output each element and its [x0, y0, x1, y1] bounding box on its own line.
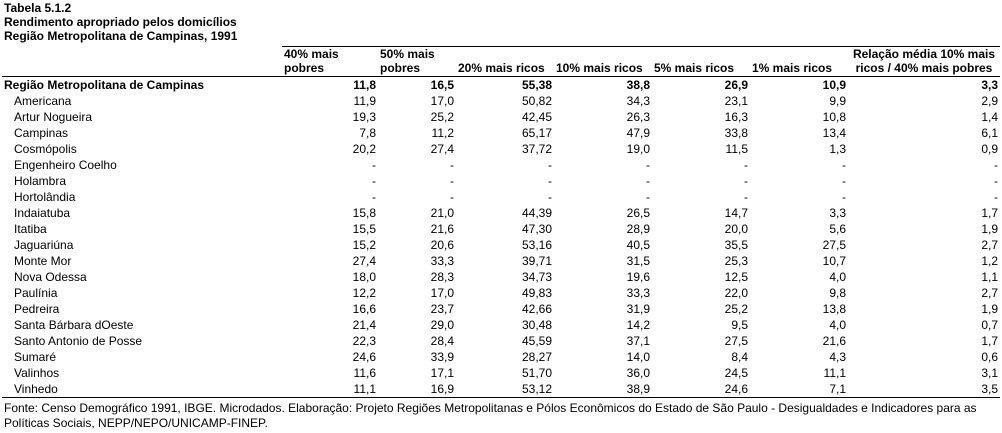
- value-cell: 1,2: [981, 254, 998, 268]
- municipality-cell: Itatiba: [14, 222, 47, 236]
- value-cell: 50,82: [521, 94, 552, 108]
- value-cell: 3,3: [981, 78, 998, 92]
- value-cell: -: [450, 190, 454, 204]
- value-cell: 33,3: [430, 254, 454, 268]
- value-cell: 40,5: [626, 238, 650, 252]
- table-row: [2, 141, 1000, 157]
- value-cell: 65,17: [521, 126, 552, 140]
- value-cell: 1,4: [981, 110, 998, 124]
- value-cell: -: [548, 190, 552, 204]
- municipality-cell: Engenheiro Coelho: [14, 158, 117, 172]
- value-cell: 24,6: [352, 350, 376, 364]
- income-table: [2, 46, 1000, 398]
- value-cell: 5,6: [829, 222, 846, 236]
- value-cell: -: [548, 174, 552, 188]
- value-cell: 55,38: [521, 78, 552, 92]
- value-cell: -: [646, 174, 650, 188]
- value-cell: 2,9: [981, 94, 998, 108]
- value-cell: 27,4: [352, 254, 376, 268]
- municipality-cell: Americana: [14, 94, 72, 108]
- value-cell: -: [744, 190, 748, 204]
- value-cell: 30,48: [521, 318, 552, 332]
- table-region-year: Região Metropolitana de Campinas, 1991: [4, 29, 238, 43]
- value-cell: 21,4: [352, 318, 376, 332]
- value-cell: -: [646, 158, 650, 172]
- value-cell: 15,8: [352, 206, 376, 220]
- value-cell: 12,2: [352, 286, 376, 300]
- header-cell: 50% mais pobres: [378, 47, 456, 77]
- table-header-row: [2, 47, 1000, 77]
- municipality-cell: Artur Nogueira: [14, 110, 93, 124]
- value-cell: 10,8: [822, 110, 846, 124]
- value-cell: 7,1: [750, 381, 848, 398]
- value-cell: 3,3: [829, 206, 846, 220]
- source-note: Fonte: Censo Demográfico 1991, IBGE. Microdados. Elaboração: Projeto Regiões Metropolitanas e Pólos Econômicos do Estado de São Paulo - Desigualdades e Indicadores para as Políticas Sociais, NEPP/NEPO/UNICAMP-FINEP.: [4, 401, 977, 430]
- value-cell: 17,0: [430, 286, 454, 300]
- value-cell: 1,7: [981, 206, 998, 220]
- value-cell: 14,2: [626, 318, 650, 332]
- value-cell: 4,0: [829, 270, 846, 284]
- value-cell: 34,3: [626, 94, 650, 108]
- value-cell: 11,5: [725, 142, 748, 156]
- municipality-cell: Indaiatuba: [14, 206, 71, 220]
- table-body: [2, 77, 1000, 398]
- value-cell: 16,3: [724, 110, 748, 124]
- header-cell: 1% mais ricos: [750, 47, 848, 77]
- value-cell: 38,9: [554, 381, 652, 398]
- value-cell: 35,5: [724, 238, 748, 252]
- value-cell: 51,70: [521, 366, 552, 380]
- value-cell: 15,5: [352, 222, 376, 236]
- value-cell: 19,6: [626, 270, 650, 284]
- table-row: [2, 173, 1000, 189]
- value-cell: 21,0: [430, 206, 454, 220]
- value-cell: 47,9: [626, 126, 650, 140]
- table-row: [2, 317, 1000, 333]
- municipality-cell: Vinhedo: [2, 381, 282, 398]
- header-cell-name: [2, 47, 282, 77]
- municipality-cell: Nova Odessa: [14, 270, 87, 284]
- value-cell: -: [744, 158, 748, 172]
- value-cell: 1,9: [981, 222, 998, 236]
- value-cell: -: [372, 190, 376, 204]
- value-cell: -: [372, 174, 376, 188]
- value-cell: 53,12: [456, 381, 554, 398]
- municipality-cell: Monte Mor: [14, 254, 72, 268]
- value-cell: 8,4: [731, 350, 748, 364]
- value-cell: 20,6: [430, 238, 454, 252]
- value-cell: 2,7: [981, 286, 998, 300]
- value-cell: 14,7: [724, 206, 748, 220]
- value-cell: 19,0: [626, 142, 650, 156]
- value-cell: 22,3: [352, 334, 376, 348]
- value-cell: -: [646, 190, 650, 204]
- table-row: [2, 381, 1000, 398]
- table-row: [2, 349, 1000, 365]
- value-cell: 10,9: [822, 78, 846, 92]
- value-cell: 0,9: [981, 142, 998, 156]
- value-cell: 49,83: [521, 286, 552, 300]
- table-subject: Rendimento apropriado pelos domicílios: [4, 15, 237, 29]
- municipality-cell: Paulínia: [14, 286, 58, 300]
- value-cell: 27,4: [430, 142, 454, 156]
- header-cell: 20% mais ricos: [456, 47, 554, 77]
- value-cell: 26,3: [626, 110, 650, 124]
- value-cell: 0,7: [981, 318, 998, 332]
- table-row: [2, 333, 1000, 349]
- value-cell: 24,5: [724, 366, 748, 380]
- municipality-cell: Pedreira: [14, 302, 60, 316]
- table-row: [2, 301, 1000, 317]
- value-cell: 42,45: [521, 110, 552, 124]
- value-cell: 4,0: [829, 318, 846, 332]
- value-cell: 37,72: [521, 142, 552, 156]
- table-row: [2, 237, 1000, 253]
- value-cell: -: [450, 158, 454, 172]
- header-cell: Relação média 10% mais ricos / 40% mais pobres: [848, 47, 1000, 77]
- value-cell: -: [842, 190, 846, 204]
- table-row: [2, 205, 1000, 221]
- value-cell: 11,9: [353, 94, 376, 108]
- value-cell: 13,4: [822, 126, 846, 140]
- value-cell: 28,4: [430, 334, 454, 348]
- value-cell: 34,73: [521, 270, 552, 284]
- value-cell: -: [372, 158, 376, 172]
- municipality-cell: Valinhos: [14, 366, 60, 380]
- table-row: [2, 125, 1000, 141]
- value-cell: 11,6: [353, 366, 376, 380]
- value-cell: 1,1: [981, 270, 998, 284]
- value-cell: 28,27: [521, 350, 552, 364]
- municipality-cell: Hortolândia: [14, 190, 76, 204]
- municipality-cell: Sumaré: [14, 350, 57, 364]
- table-row: [2, 269, 1000, 285]
- value-cell: 0,6: [981, 350, 998, 364]
- value-cell: 6,1: [981, 126, 998, 140]
- total-row: [2, 77, 1000, 94]
- value-cell: -: [994, 190, 998, 204]
- value-cell: 38,8: [626, 78, 650, 92]
- value-cell: 25,2: [724, 302, 748, 316]
- value-cell: -: [450, 174, 454, 188]
- value-cell: 13,8: [822, 302, 846, 316]
- value-cell: 36,0: [626, 366, 650, 380]
- header-cell: 5% mais ricos: [652, 47, 750, 77]
- table-row: [2, 365, 1000, 381]
- table-row: [2, 189, 1000, 205]
- municipality-cell: Holambra: [14, 174, 67, 188]
- value-cell: 11,2: [431, 126, 454, 140]
- value-cell: 23,1: [724, 94, 748, 108]
- value-cell: 3,5: [848, 381, 1000, 398]
- table-row: [2, 285, 1000, 301]
- municipality-cell: Santo Antonio de Posse: [14, 334, 143, 348]
- value-cell: 12,5: [724, 270, 748, 284]
- header-cell: 40% mais pobres: [282, 47, 378, 77]
- value-cell: 14,0: [626, 350, 650, 364]
- value-cell: -: [548, 158, 552, 172]
- value-cell: 31,9: [626, 302, 650, 316]
- value-cell: 21,6: [822, 334, 846, 348]
- value-cell: 17,1: [430, 366, 454, 380]
- value-cell: 1,7: [981, 334, 998, 348]
- value-cell: 31,5: [626, 254, 650, 268]
- value-cell: 33,9: [430, 350, 454, 364]
- value-cell: 7,8: [359, 126, 376, 140]
- value-cell: 16,5: [430, 78, 454, 92]
- value-cell: 2,7: [981, 238, 998, 252]
- value-cell: -: [744, 174, 748, 188]
- table-row: [2, 253, 1000, 269]
- value-cell: 16,6: [352, 302, 376, 316]
- value-cell: -: [994, 158, 998, 172]
- value-cell: 11,1: [823, 366, 846, 380]
- value-cell: 22,0: [724, 286, 748, 300]
- table-row: [2, 109, 1000, 125]
- value-cell: 9,9: [829, 94, 846, 108]
- value-cell: 45,59: [521, 334, 552, 348]
- value-cell: 29,0: [430, 318, 454, 332]
- header-cell: 10% mais ricos: [554, 47, 652, 77]
- value-cell: 28,9: [626, 222, 650, 236]
- value-cell: 27,5: [822, 238, 846, 252]
- table-row: [2, 157, 1000, 173]
- value-cell: 11,8: [353, 78, 376, 92]
- value-cell: 20,0: [724, 222, 748, 236]
- value-cell: 9,5: [731, 318, 748, 332]
- table-title-block: [4, 1, 237, 43]
- value-cell: 39,71: [521, 254, 552, 268]
- value-cell: 23,7: [430, 302, 454, 316]
- value-cell: 33,3: [626, 286, 650, 300]
- value-cell: 37,1: [626, 334, 650, 348]
- value-cell: 20,2: [352, 142, 376, 156]
- table-row: [2, 221, 1000, 237]
- value-cell: -: [842, 158, 846, 172]
- municipality-cell: Campinas: [14, 126, 69, 140]
- value-cell: 9,8: [829, 286, 846, 300]
- value-cell: 1,3: [829, 142, 846, 156]
- municipality-cell: Região Metropolitana de Campinas: [4, 78, 205, 92]
- value-cell: 15,2: [352, 238, 376, 252]
- value-cell: 25,3: [724, 254, 748, 268]
- value-cell: 10,7: [822, 254, 846, 268]
- value-cell: 17,0: [430, 94, 454, 108]
- municipality-cell: Jaguariúna: [14, 238, 74, 252]
- municipality-cell: Santa Bárbara dOeste: [14, 318, 134, 332]
- value-cell: 47,30: [521, 222, 552, 236]
- value-cell: 26,9: [724, 78, 748, 92]
- value-cell: 33,8: [724, 126, 748, 140]
- value-cell: -: [842, 174, 846, 188]
- value-cell: 24,6: [652, 381, 750, 398]
- table-row: [2, 93, 1000, 109]
- value-cell: 19,3: [352, 110, 376, 124]
- value-cell: 42,66: [521, 302, 552, 316]
- municipality-cell: Cosmópolis: [14, 142, 77, 156]
- value-cell: 11,1: [282, 381, 378, 398]
- value-cell: 18,0: [352, 270, 376, 284]
- value-cell: 53,16: [521, 238, 552, 252]
- value-cell: 3,1: [981, 366, 998, 380]
- value-cell: 27,5: [724, 334, 748, 348]
- table-number: Tabela 5.1.2: [4, 1, 72, 15]
- value-cell: -: [994, 174, 998, 188]
- value-cell: 1,9: [981, 302, 998, 316]
- value-cell: 25,2: [430, 110, 454, 124]
- value-cell: 26,5: [626, 206, 650, 220]
- value-cell: 4,3: [829, 350, 846, 364]
- value-cell: 16,9: [378, 381, 456, 398]
- value-cell: 21,6: [430, 222, 454, 236]
- value-cell: 28,3: [430, 270, 454, 284]
- value-cell: 44,39: [521, 206, 552, 220]
